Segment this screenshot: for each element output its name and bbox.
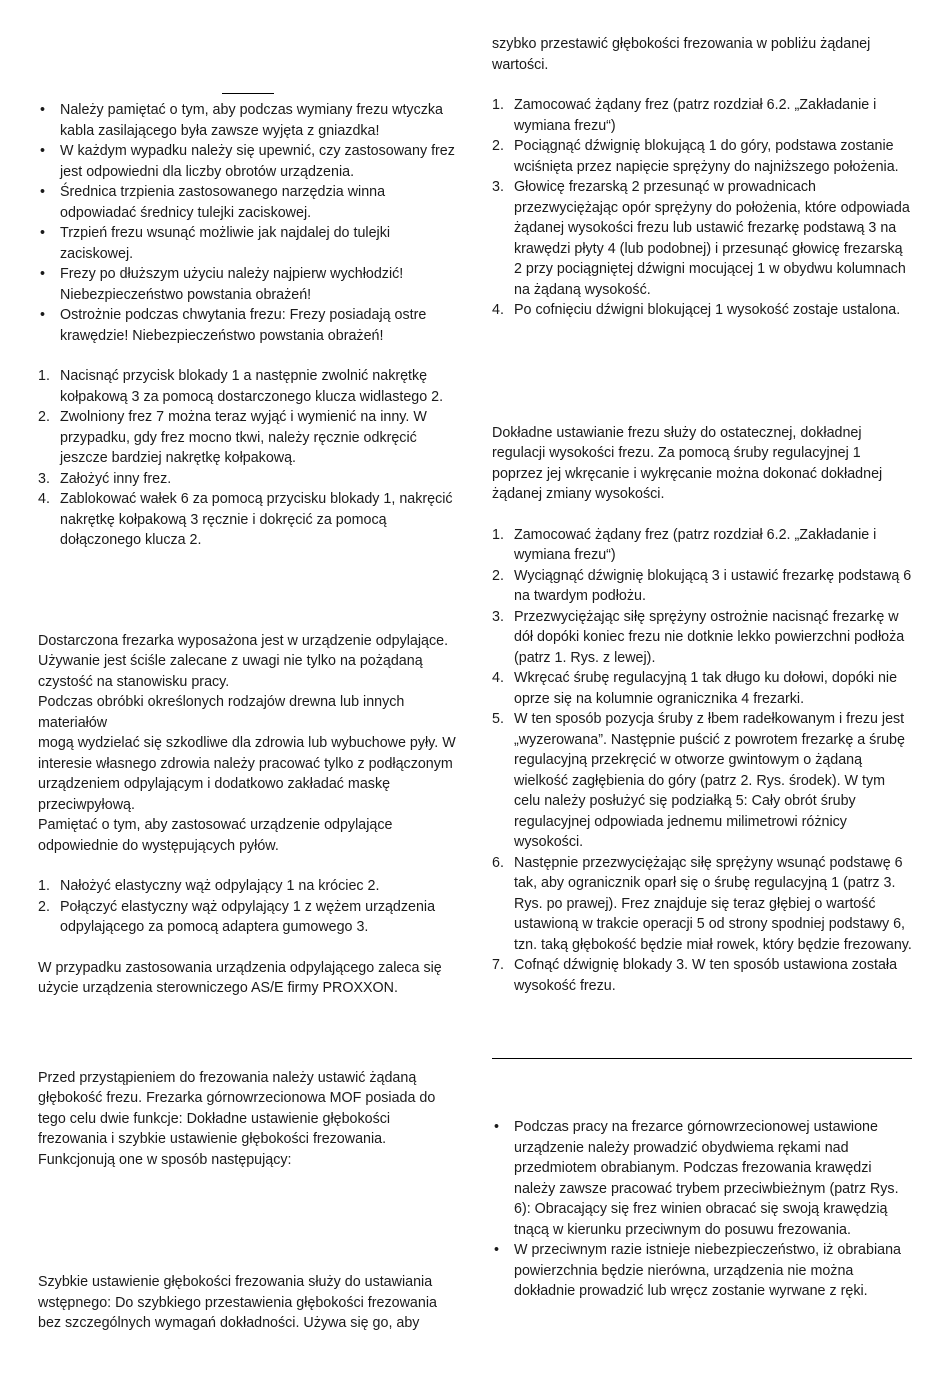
- list-item: [38, 141, 458, 182]
- list-item-text: Ostrożnie podczas chwytania frezu: Frezy posiadają ostre krawędzie! Niebezpieczeństwo powstania obrażeń!: [60, 307, 427, 344]
- list-item-text: Trzpień frezu wsunąć możliwie jak najdalej do tulejki zaciskowej.: [60, 225, 391, 262]
- list-item-text: W każdym wypadku należy się upewnić, czy zastosowany frez jest odpowiedni dla liczby obrotów urządzenia.: [60, 143, 455, 180]
- bullet-marker: •: [494, 1119, 500, 1135]
- list-item: [492, 607, 912, 669]
- list-item: [38, 407, 458, 469]
- list-item-text: Następnie przezwyciężając siłę sprężyny wsunąć podstawę 6 tak, aby ogranicznik oparł się o śrubę regulacyjną 1 (patrz 3. Rys. po prawej). Frez znajduje się teraz głębiej o wartość ustawioną w trakcie operacji 5 od strony spodniej podstawy 6, tzn. taką głębokość będzie miał rowek, który będzie frezowany.: [514, 854, 912, 953]
- list-item-text: Zwolniony frez 7 można teraz wyjąć i wymienić na inny. W przypadku, gdy frez mocno tkwi, należy ręcznie odkręcić jeszcze bardziej nakrętkę kołpakową.: [60, 409, 427, 466]
- list-item-text: Cofnąć dźwignię blokady 3. W ten sposób ustawiona została wysokość frezu.: [514, 957, 898, 994]
- step-number: 3.: [492, 179, 504, 195]
- step-number: 2.: [492, 138, 504, 154]
- list-item: [492, 525, 912, 566]
- step-number: 1.: [38, 368, 50, 384]
- extraction-note: W przypadku zastosowania urządzenia odpylającego zaleca się użycie urządzenia sterowniczego AS/E firmy PROXXON.: [38, 959, 442, 996]
- list-item: [38, 897, 458, 938]
- bullet-marker: •: [40, 143, 46, 159]
- left-column: [38, 100, 458, 1334]
- list-item: [38, 223, 458, 264]
- step-number: 2.: [38, 409, 50, 425]
- list-item-text: Zamocować żądany frez (patrz rozdział 6.2. „Zakładanie i wymiana frezu“): [514, 526, 877, 563]
- list-item: [492, 668, 912, 709]
- list-item: [492, 1240, 912, 1302]
- work-bullet-list: [492, 1117, 912, 1302]
- list-item-text: Po cofnięciu dźwigni blokującej 1 wysokość zostaje ustalona.: [514, 302, 901, 318]
- fine-depth-intro: Dokładne ustawianie frezu służy do ostatecznej, dokładnej regulacji wysokości frezu. Za pomocą śruby regulacyjnej 1 poprzez jej wkręcanie i wykręcanie można dokonać dokładnej żądanej zmiany wysokości.: [492, 424, 883, 502]
- paragraph: Pamiętać o tym, aby zastosować urządzenie odpylające odpowiednie do występujących pyłów.: [38, 817, 393, 854]
- list-item-text: Wkręcać śrubę regulacyjną 1 tak długo ku dołowi, dopóki nie oprze się na kolumnie ogranicznika 4 frezarki.: [514, 670, 898, 707]
- quick-depth-continued: szybko przestawić głębokości frezowania w pobliżu żądanej wartości.: [492, 36, 871, 73]
- step-number: 7.: [492, 957, 504, 973]
- section-rule: [492, 1058, 912, 1059]
- list-item: [38, 489, 458, 551]
- list-item: [492, 177, 912, 300]
- list-item: [38, 876, 458, 897]
- list-item: [492, 1117, 912, 1240]
- step-number: 3.: [38, 470, 50, 487]
- bullet-marker: •: [494, 1242, 500, 1258]
- list-item: [492, 95, 912, 136]
- step-number: 5.: [492, 711, 504, 727]
- list-item: [492, 709, 912, 853]
- bullet-marker: •: [40, 102, 46, 118]
- bullet-marker: •: [40, 307, 46, 323]
- step-number: 4.: [492, 302, 504, 318]
- step-number: 1.: [492, 526, 504, 543]
- list-item-text: Należy pamiętać o tym, aby podczas wymiany frezu wtyczka kabla zasilającego była zawsze wyjęta z gniazdka!: [60, 102, 443, 139]
- list-item: [38, 305, 458, 346]
- step-number: 4.: [38, 491, 50, 507]
- list-item-text: Średnica trzpienia zastosowanego narzędzia winna odpowiadać średnicy tulejki zaciskowej.: [60, 184, 386, 221]
- step-number: 4.: [492, 670, 504, 686]
- heading-rule: [222, 93, 274, 94]
- list-item-text: W ten sposób pozycja śruby z łbem radełkowanym i frezu jest „wyzerowana”. Następnie puścić z powrotem frezarkę a śrubę regulacyjną przekręcić w otworze gwintowym o żądaną wielkość zagłębienia do góry (patrz 2. Rys. środek). W tym celu należy posłużyć się podziałką 5: Cały obrót śruby regulacyjnej odpowiada jednemu milimetrowi różnicy wysokości.: [514, 711, 905, 850]
- step-number: 3.: [492, 608, 504, 625]
- list-item: [492, 955, 912, 996]
- list-item-text: Wyciągnąć dźwignię blokującą 3 i ustawić frezarkę podstawą 6 na twardym podłożu.: [514, 567, 912, 604]
- step-number: 6.: [492, 854, 504, 871]
- step-number: 2.: [492, 567, 504, 584]
- list-item-text: Podczas pracy na frezarce górnowrzecionowej ustawione urządzenie należy prowadzić obydwiema rękami nad przedmiotem obrabianym. Podczas frezowania krawędzi należy zawsze pracować trybem przeciwbieżnym (patrz Rys. 6): Obracający się frez winien obracać się swoją krawędzią tnącą w kierunku przeciwnym do posuwu frezowania.: [514, 1119, 899, 1238]
- list-item: [492, 300, 912, 321]
- list-item-text: Nacisnąć przycisk blokady 1 a następnie zwolnić nakrętkę kołpakową 3 za pomocą dostarczonego klucza widlastego 2.: [60, 368, 444, 405]
- list-item-text: Nałożyć elastyczny wąż odpylający 1 na króciec 2.: [60, 878, 380, 894]
- list-item: [38, 366, 458, 407]
- list-item: [492, 566, 912, 607]
- paragraph: Podczas obróbki określonych rodzajów drewna lub innych materiałów: [38, 694, 405, 731]
- list-item: [38, 264, 458, 305]
- bullet-marker: •: [40, 225, 46, 241]
- quick-depth-steps: [492, 95, 912, 321]
- quick-depth-intro: Szybkie ustawienie głębokości frezowania służy do ustawiania wstępnego: Do szybkiego przestawienia głębokości frezowania bez szczególnych wymagań dokładności. Używa się go, aby: [38, 1274, 437, 1331]
- list-item: [38, 182, 458, 223]
- depth-intro-2: Funkcjonują one w sposób następujący:: [38, 1151, 292, 1168]
- paragraph: mogą wydzielać się szkodliwe dla zdrowia lub wybuchowe pyły. W interesie własnego zdrowia należy pracować tylko z podłączonym urządzeniem odpylającym i dodatkowo zakładać maskę przeciwpyłową.: [38, 735, 456, 813]
- work-guidelines: [492, 1117, 912, 1302]
- extraction-steps: [38, 876, 458, 938]
- step-number: 1.: [492, 97, 504, 113]
- list-item: [38, 100, 458, 141]
- list-item-text: W przeciwnym razie istnieje niebezpieczeństwo, iż obrabiana powierzchnia będzie nierówna, urządzenia nie można dokładnie prowadzić lub wręcz zostanie wyrwane z ręki.: [514, 1242, 901, 1299]
- right-column: [492, 34, 912, 996]
- list-item: [492, 853, 912, 956]
- bullet-marker: •: [40, 266, 46, 282]
- list-item-text: Założyć inny frez.: [60, 470, 172, 487]
- safety-bullet-list: [38, 100, 458, 346]
- paragraph: Dostarczona frezarka wyposażona jest w urządzenie odpylające. Używanie jest ściśle zalecane z uwagi nie tylko na pożądaną czystość na stanowisku pracy.: [38, 632, 449, 690]
- bullet-marker: •: [40, 184, 46, 200]
- fine-depth-steps: [492, 525, 912, 997]
- list-item-text: Przezwyciężając siłę sprężyny ostrożnie nacisnąć frezarkę w dół dopóki koniec frezu nie dotknie lekko powierzchni podłoża (patrz 1. Rys. z lewej).: [514, 608, 905, 666]
- list-item-text: Zablokować wałek 6 za pomocą przycisku blokady 1, nakręcić nakrętkę kołpakową 3 ręcznie i dokręcić za pomocą dołączonego klucza 2.: [60, 491, 453, 548]
- step-number: 2.: [38, 898, 50, 915]
- tool-change-steps: [38, 366, 458, 551]
- step-number: 1.: [38, 878, 50, 894]
- list-item: [492, 136, 912, 177]
- list-item-text: Pociągnąć dźwignię blokującą 1 do góry, podstawa zostanie wciśnięta przez napięcie sprężyny do najniższego położenia.: [514, 138, 899, 175]
- depth-intro: Przed przystąpieniem do frezowania należy ustawić żądaną głębokość frezu. Frezarka górnowrzecionowa MOF posiada do tego celu dwie funkcje: Dokładne ustawienie głębokości frezowania i szybkie ustawienie głębokości frezowania.: [38, 1069, 436, 1147]
- dust-extraction-section: [38, 631, 458, 857]
- list-item-text: Frezy po dłuższym użyciu należy najpierw wychłodzić! Niebezpieczeństwo powstania obrażeń!: [60, 266, 404, 303]
- list-item-text: Połączyć elastyczny wąż odpylający 1 z wężem urządzenia odpylającego za pomocą adaptera gumowego 3.: [60, 898, 436, 935]
- list-item-text: Zamocować żądany frez (patrz rozdział 6.2. „Zakładanie i wymiana frezu“): [514, 97, 877, 134]
- list-item-text: Głowicę frezarską 2 przesunąć w prowadnicach przezwyciężając opór sprężyny do położenia, które odpowiada żądanej wysokości frezu lub ustawić frezarkę podstawą 3 na krawędzi płyty 4 (lub podobnej) i przesunąć głowicę frezarską 2 przy pociągniętej dźwigni mocującej 1 w obydwu kolumnach na żądaną wysokość.: [514, 179, 910, 298]
- list-item: [38, 469, 458, 490]
